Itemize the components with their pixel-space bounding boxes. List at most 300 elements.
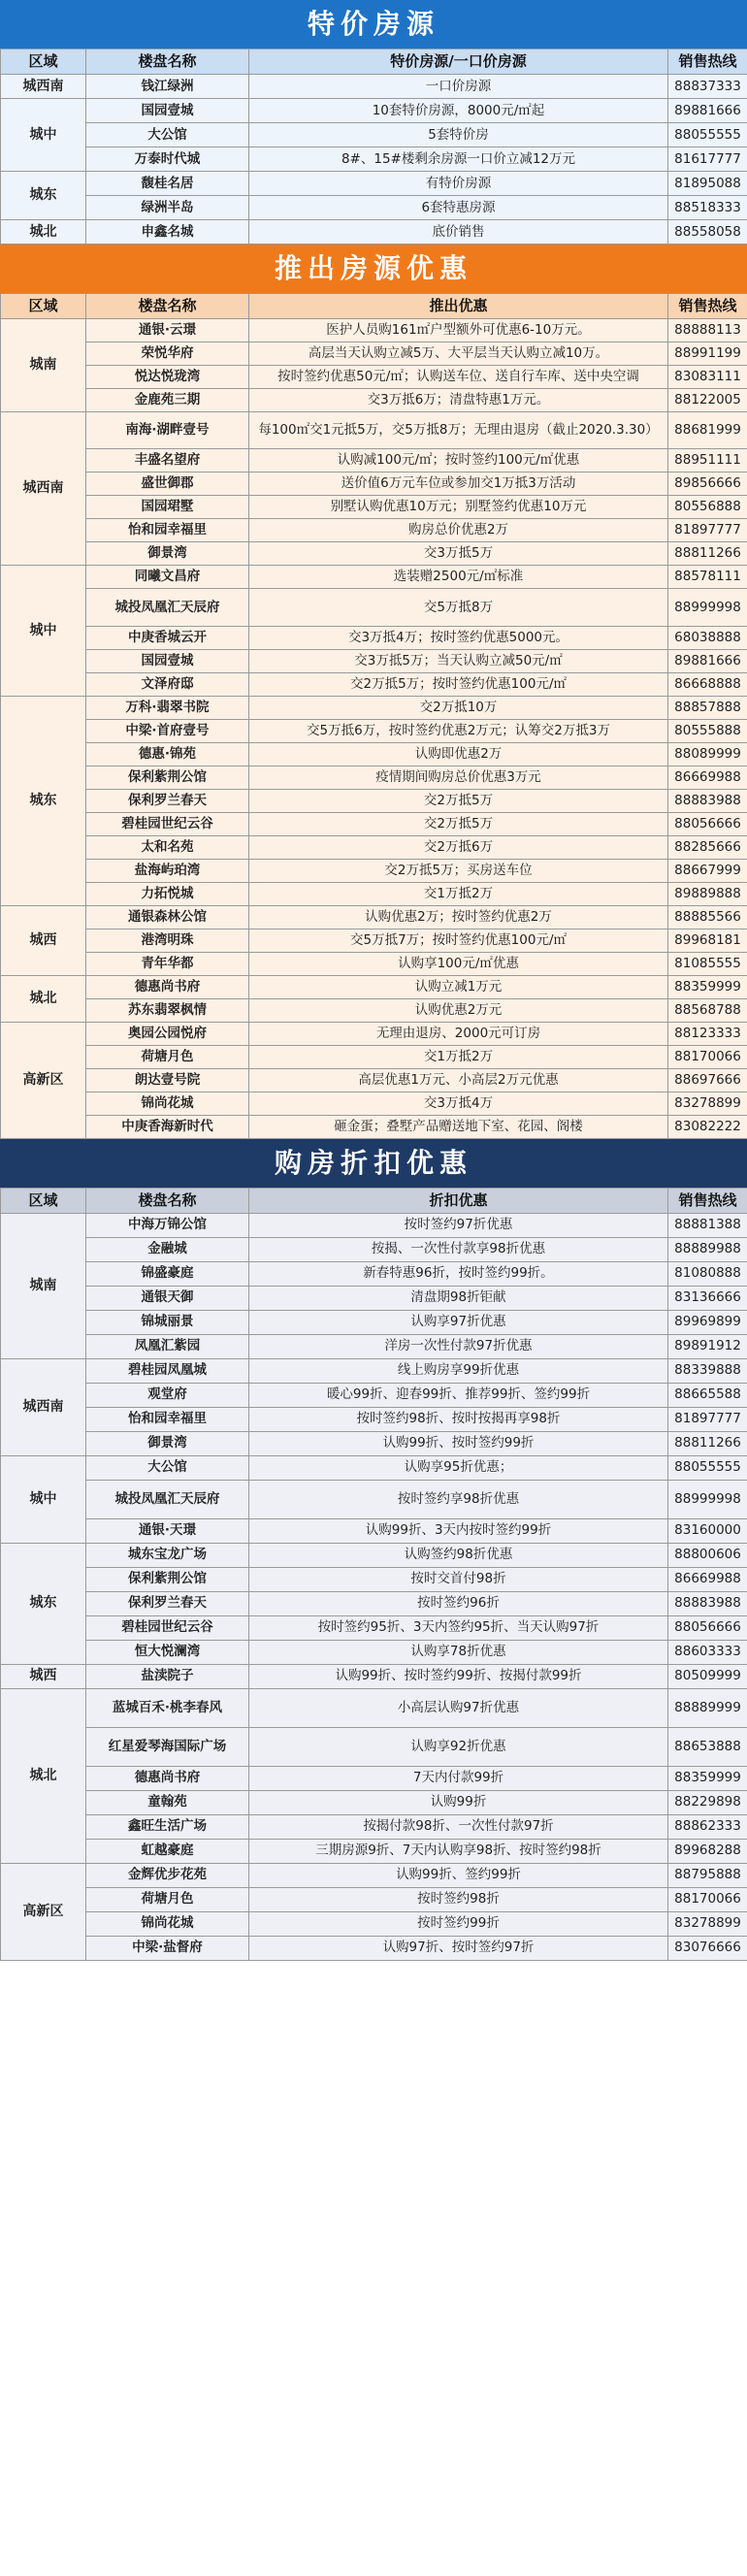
district-cell: 城西 xyxy=(1,905,86,975)
offer-detail-cell: 交3万抵4万 xyxy=(249,1092,668,1115)
offer-detail-cell: 交2万抵10万 xyxy=(249,696,668,719)
hotline-cell: 88999998 xyxy=(668,1480,747,1518)
project-name-cell: 盐海屿珀湾 xyxy=(86,859,249,882)
hotline-cell: 88359999 xyxy=(668,1766,747,1790)
district-cell: 城西 xyxy=(1,1664,86,1688)
hotline-cell: 88951111 xyxy=(668,449,747,473)
col-header-hotline: 销售热线 xyxy=(668,1188,747,1213)
table-row xyxy=(1,1839,747,1863)
hotline-cell: 86669988 xyxy=(668,766,747,789)
table-row xyxy=(1,998,747,1022)
col-header-detail: 折扣优惠 xyxy=(249,1188,668,1213)
project-name-cell: 金融城 xyxy=(86,1237,249,1261)
table-row xyxy=(1,1334,747,1358)
table-row xyxy=(1,75,747,99)
offer-detail-cell: 6套特惠房源 xyxy=(249,196,668,220)
project-name-cell: 通银·云璟 xyxy=(86,319,249,342)
table-row xyxy=(1,319,747,342)
project-name-cell: 国园壹城 xyxy=(86,649,249,672)
offer-detail-cell: 按时签约98折 xyxy=(249,1887,668,1911)
project-name-cell: 通银天御 xyxy=(86,1286,249,1310)
offer-detail-cell: 认购优惠2万元 xyxy=(249,998,668,1022)
project-name-cell: 国园珺墅 xyxy=(86,496,249,519)
project-name-cell: 奥园公园悦府 xyxy=(86,1022,249,1045)
offer-detail-cell: 认购立减1万元 xyxy=(249,975,668,998)
table-row xyxy=(1,1518,747,1543)
hotline-cell: 88888113 xyxy=(668,319,747,342)
offer-detail-cell: 认购即优惠2万 xyxy=(249,742,668,766)
project-name-cell: 保利紫荆公馆 xyxy=(86,766,249,789)
hotline-cell: 89891912 xyxy=(668,1334,747,1358)
project-name-cell: 丰盛名望府 xyxy=(86,449,249,473)
project-name-cell: 申鑫名城 xyxy=(86,220,249,245)
hotline-cell: 83278899 xyxy=(668,1911,747,1936)
hotline-cell: 88603333 xyxy=(668,1640,747,1664)
table-row xyxy=(1,649,747,672)
offer-detail-cell: 按揭付款98折、一次性付款97折 xyxy=(249,1814,668,1839)
hotline-cell: 88811266 xyxy=(668,542,747,566)
hotline-cell: 88883988 xyxy=(668,1591,747,1615)
table-row xyxy=(1,342,747,366)
table-row xyxy=(1,123,747,147)
hotline-cell: 88558058 xyxy=(668,220,747,245)
col-header-project: 楼盘名称 xyxy=(86,294,249,319)
table-row xyxy=(1,1068,747,1092)
table-row xyxy=(1,99,747,123)
district-cell: 城西南 xyxy=(1,1358,86,1455)
hotline-cell: 88518333 xyxy=(668,196,747,220)
col-header-detail: 推出优惠 xyxy=(249,294,668,319)
table-row xyxy=(1,1887,747,1911)
hotline-cell: 88881388 xyxy=(668,1213,747,1237)
table-row xyxy=(1,696,747,719)
hotline-cell: 88123333 xyxy=(668,1022,747,1045)
offer-detail-cell: 交3万抵6万；清盘特惠1万元。 xyxy=(249,389,668,412)
district-cell: 城中 xyxy=(1,566,86,696)
table-row xyxy=(1,1358,747,1383)
hotline-cell: 88056666 xyxy=(668,812,747,835)
offer-detail-cell: 7天内付款99折 xyxy=(249,1766,668,1790)
offer-detail-cell: 送价值6万元车位或参加交1万抵3万活动 xyxy=(249,473,668,496)
project-name-cell: 碧桂园世纪云谷 xyxy=(86,812,249,835)
table-row xyxy=(1,412,747,449)
project-name-cell: 保利紫荆公馆 xyxy=(86,1567,249,1591)
offer-detail-cell: 医护人员购161㎡户型额外可优惠6-10万元。 xyxy=(249,319,668,342)
offer-detail-cell: 按时签约享98折优惠 xyxy=(249,1480,668,1518)
project-name-cell: 通银·天璟 xyxy=(86,1518,249,1543)
table-row xyxy=(1,1688,747,1727)
project-name-cell: 盛世御郡 xyxy=(86,473,249,496)
offer-detail-cell: 交1万抵2万 xyxy=(249,882,668,905)
table-row xyxy=(1,196,747,220)
project-name-cell: 通银森林公馆 xyxy=(86,905,249,929)
project-name-cell: 恒大悦澜湾 xyxy=(86,1640,249,1664)
hotline-cell: 80509999 xyxy=(668,1664,747,1688)
project-name-cell: 万泰时代城 xyxy=(86,147,249,172)
section-title: 购房折扣优惠 xyxy=(0,1139,747,1188)
offer-detail-cell: 认购签约98折优惠 xyxy=(249,1543,668,1567)
offer-detail-cell: 暖心99折、迎春99折、推荐99折、签约99折 xyxy=(249,1383,668,1407)
project-name-cell: 锦尚花城 xyxy=(86,1911,249,1936)
offer-detail-cell: 10套特价房源，8000元/㎡起 xyxy=(249,99,668,123)
offer-detail-cell: 交3万抵5万 xyxy=(249,542,668,566)
project-name-cell: 中庚香海新时代 xyxy=(86,1115,249,1138)
project-name-cell: 中庚香城云开 xyxy=(86,626,249,649)
district-cell: 城东 xyxy=(1,172,86,220)
table-row xyxy=(1,172,747,196)
offer-detail-cell: 认购97折、按时签约97折 xyxy=(249,1936,668,1960)
project-name-cell: 中梁·首府壹号 xyxy=(86,719,249,742)
project-name-cell: 荷塘月色 xyxy=(86,1045,249,1068)
project-name-cell: 大公馆 xyxy=(86,1455,249,1480)
offer-detail-cell: 交1万抵2万 xyxy=(249,1045,668,1068)
hotline-cell: 81895088 xyxy=(668,172,747,196)
hotline-cell: 88889988 xyxy=(668,1237,747,1261)
hotline-cell: 83136666 xyxy=(668,1286,747,1310)
hotline-cell: 89881666 xyxy=(668,99,747,123)
table-row xyxy=(1,1213,747,1237)
offer-detail-cell: 有特价房源 xyxy=(249,172,668,196)
project-name-cell: 德惠尚书府 xyxy=(86,1766,249,1790)
offer-detail-cell: 认购享78折优惠 xyxy=(249,1640,668,1664)
table-row xyxy=(1,1237,747,1261)
hotline-cell: 88999998 xyxy=(668,589,747,626)
hotline-cell: 81897777 xyxy=(668,1407,747,1431)
hotline-cell: 88056666 xyxy=(668,1615,747,1640)
hotline-cell: 88857888 xyxy=(668,696,747,719)
district-cell: 城东 xyxy=(1,696,86,905)
district-cell: 高新区 xyxy=(1,1022,86,1138)
hotline-cell: 88885566 xyxy=(668,905,747,929)
project-name-cell: 观堂府 xyxy=(86,1383,249,1407)
offer-detail-cell: 按时签约97折优惠 xyxy=(249,1213,668,1237)
hotline-cell: 81080888 xyxy=(668,1261,747,1286)
hotline-cell: 89889888 xyxy=(668,882,747,905)
hotline-cell: 88578111 xyxy=(668,566,747,589)
offer-detail-cell: 认购减100元/㎡；按时签约100元/㎡优惠 xyxy=(249,449,668,473)
offer-detail-cell: 疫情期间购房总价优惠3万元 xyxy=(249,766,668,789)
project-name-cell: 城投凤凰汇天辰府 xyxy=(86,1480,249,1518)
hotline-cell: 88568788 xyxy=(668,998,747,1022)
project-name-cell: 锦城丽景 xyxy=(86,1310,249,1334)
hotline-cell: 88665588 xyxy=(668,1383,747,1407)
offer-detail-cell: 按揭、一次性付款享98折优惠 xyxy=(249,1237,668,1261)
table-row xyxy=(1,366,747,389)
table-row xyxy=(1,742,747,766)
project-name-cell: 蓝城百禾·桃李春风 xyxy=(86,1688,249,1727)
offer-detail-cell: 交2万抵6万 xyxy=(249,835,668,859)
district-cell: 城中 xyxy=(1,1455,86,1543)
project-name-cell: 保利罗兰春天 xyxy=(86,789,249,812)
offer-detail-cell: 别墅认购优惠10万元；别墅签约优惠10万元 xyxy=(249,496,668,519)
district-cell: 城南 xyxy=(1,1213,86,1358)
table-row xyxy=(1,1863,747,1887)
offer-detail-cell: 交2万抵5万；买房送车位 xyxy=(249,859,668,882)
hotline-cell: 81617777 xyxy=(668,147,747,172)
table-row xyxy=(1,1543,747,1567)
col-header-district: 区域 xyxy=(1,294,86,319)
offer-detail-cell: 交3万抵5万；当天认购立减50元/㎡ xyxy=(249,649,668,672)
project-name-cell: 同曦文昌府 xyxy=(86,566,249,589)
offer-detail-cell: 砸金蛋；叠墅产品赠送地下室、花园、阁楼 xyxy=(249,1115,668,1138)
table-row xyxy=(1,859,747,882)
project-name-cell: 德惠尚书府 xyxy=(86,975,249,998)
project-name-cell: 御景湾 xyxy=(86,1431,249,1455)
hotline-cell: 88122005 xyxy=(668,389,747,412)
table-row xyxy=(1,1640,747,1664)
offer-detail-cell: 高层优惠1万元、小高层2万元优惠 xyxy=(249,1068,668,1092)
section-table xyxy=(0,1188,747,1961)
hotline-cell: 83083111 xyxy=(668,366,747,389)
hotline-cell: 83278899 xyxy=(668,1092,747,1115)
hotline-cell: 83076666 xyxy=(668,1936,747,1960)
project-name-cell: 大公馆 xyxy=(86,123,249,147)
table-row xyxy=(1,1286,747,1310)
table-row xyxy=(1,1092,747,1115)
table-row xyxy=(1,952,747,975)
table-row xyxy=(1,1936,747,1960)
offer-detail-cell: 每100㎡交1元抵5万，交5万抵8万；无理由退房（截止2020.3.30） xyxy=(249,412,668,449)
hotline-cell: 68038888 xyxy=(668,626,747,649)
hotline-cell: 89968181 xyxy=(668,929,747,952)
table-row xyxy=(1,1310,747,1334)
hotline-cell: 83082222 xyxy=(668,1115,747,1138)
offer-detail-cell: 无理由退房、2000元可订房 xyxy=(249,1022,668,1045)
table-row xyxy=(1,1727,747,1766)
col-header-district: 区域 xyxy=(1,49,86,75)
hotline-cell: 88800606 xyxy=(668,1543,747,1567)
project-name-cell: 城东宝龙广场 xyxy=(86,1543,249,1567)
header-row xyxy=(1,49,747,75)
table-row xyxy=(1,1664,747,1688)
district-cell: 城西南 xyxy=(1,75,86,99)
table-row xyxy=(1,589,747,626)
district-cell: 城南 xyxy=(1,319,86,412)
header-row xyxy=(1,294,747,319)
offer-detail-cell: 清盘期98折钜献 xyxy=(249,1286,668,1310)
hotline-cell: 88991199 xyxy=(668,342,747,366)
offer-detail-cell: 认购99折 xyxy=(249,1790,668,1814)
table-row xyxy=(1,1431,747,1455)
project-name-cell: 御景湾 xyxy=(86,542,249,566)
table-row xyxy=(1,1567,747,1591)
offer-detail-cell: 线上购房享99折优惠 xyxy=(249,1358,668,1383)
offer-detail-cell: 认购享97折优惠 xyxy=(249,1310,668,1334)
col-header-hotline: 销售热线 xyxy=(668,294,747,319)
project-name-cell: 碧桂园世纪云谷 xyxy=(86,1615,249,1640)
hotline-cell: 88811266 xyxy=(668,1431,747,1455)
project-name-cell: 苏东翡翠枫情 xyxy=(86,998,249,1022)
hotline-cell: 88089999 xyxy=(668,742,747,766)
table-row xyxy=(1,882,747,905)
offer-detail-cell: 交5万抵8万 xyxy=(249,589,668,626)
project-name-cell: 太和名苑 xyxy=(86,835,249,859)
table-row xyxy=(1,1261,747,1286)
hotline-cell: 81897777 xyxy=(668,519,747,542)
project-name-cell: 南海·湖畔壹号 xyxy=(86,412,249,449)
district-cell: 高新区 xyxy=(1,1863,86,1960)
col-header-project: 楼盘名称 xyxy=(86,1188,249,1213)
project-name-cell: 中海万锦公馆 xyxy=(86,1213,249,1237)
offer-detail-cell: 小高层认购97折优惠 xyxy=(249,1688,668,1727)
project-name-cell: 怡和园幸福里 xyxy=(86,1407,249,1431)
offer-detail-cell: 按时签约99折 xyxy=(249,1911,668,1936)
hotline-cell: 88795888 xyxy=(668,1863,747,1887)
table-row xyxy=(1,975,747,998)
project-name-cell: 万科·翡翠书院 xyxy=(86,696,249,719)
project-name-cell: 保利罗兰春天 xyxy=(86,1591,249,1615)
table-row xyxy=(1,812,747,835)
table-row xyxy=(1,1911,747,1936)
col-header-detail: 特价房源/一口价房源 xyxy=(249,49,668,75)
table-row xyxy=(1,1480,747,1518)
district-cell: 城北 xyxy=(1,975,86,1022)
project-name-cell: 凤凰汇紫园 xyxy=(86,1334,249,1358)
hotline-cell: 89856666 xyxy=(668,473,747,496)
col-header-district: 区域 xyxy=(1,1188,86,1213)
table-row xyxy=(1,147,747,172)
hotline-cell: 88862333 xyxy=(668,1814,747,1839)
offer-detail-cell: 认购99折、3天内按时签约99折 xyxy=(249,1518,668,1543)
hotline-cell: 88339888 xyxy=(668,1358,747,1383)
project-name-cell: 童翰苑 xyxy=(86,1790,249,1814)
hotline-cell: 89968288 xyxy=(668,1839,747,1863)
offer-detail-cell: 交5万抵7万；按时签约优惠100元/㎡ xyxy=(249,929,668,952)
table-row xyxy=(1,1615,747,1640)
hotline-cell: 88170066 xyxy=(668,1887,747,1911)
hotline-cell: 88229898 xyxy=(668,1790,747,1814)
district-cell: 城北 xyxy=(1,1688,86,1863)
hotline-cell: 88359999 xyxy=(668,975,747,998)
offer-detail-cell: 认购享100元/㎡优惠 xyxy=(249,952,668,975)
offer-detail-cell: 高层当天认购立减5万、大平层当天认购立减10万。 xyxy=(249,342,668,366)
hotline-cell: 88055555 xyxy=(668,1455,747,1480)
project-name-cell: 红星爱琴海国际广场 xyxy=(86,1727,249,1766)
offer-detail-cell: 按时签约95折、3天内签约95折、当天认购97折 xyxy=(249,1615,668,1640)
col-header-hotline: 销售热线 xyxy=(668,49,747,75)
project-name-cell: 文泽府邸 xyxy=(86,672,249,696)
table-row xyxy=(1,473,747,496)
offer-detail-cell: 5套特价房 xyxy=(249,123,668,147)
offer-detail-cell: 认购99折、签约99折 xyxy=(249,1863,668,1887)
table-row xyxy=(1,672,747,696)
table-row xyxy=(1,905,747,929)
offer-detail-cell: 三期房源9折、7天内认购享98折、按时签约98折 xyxy=(249,1839,668,1863)
project-name-cell: 中梁·盐督府 xyxy=(86,1936,249,1960)
table-row xyxy=(1,389,747,412)
project-name-cell: 碧桂园凤凰城 xyxy=(86,1358,249,1383)
offer-detail-cell: 购房总价优惠2万 xyxy=(249,519,668,542)
offer-detail-cell: 交2万抵5万；按时签约优惠100元/㎡ xyxy=(249,672,668,696)
project-name-cell: 荣悦华府 xyxy=(86,342,249,366)
project-name-cell: 青年华都 xyxy=(86,952,249,975)
project-name-cell: 港湾明珠 xyxy=(86,929,249,952)
hotline-cell: 88889999 xyxy=(668,1688,747,1727)
district-cell: 城中 xyxy=(1,99,86,172)
offer-detail-cell: 8#、15#楼剩余房源一口价立减12万元 xyxy=(249,147,668,172)
table-row xyxy=(1,1407,747,1431)
table-row xyxy=(1,929,747,952)
project-name-cell: 锦尚花城 xyxy=(86,1092,249,1115)
hotline-cell: 89969899 xyxy=(668,1310,747,1334)
table-row xyxy=(1,1115,747,1138)
section-title: 推出房源优惠 xyxy=(0,245,747,293)
hotline-cell: 80556888 xyxy=(668,496,747,519)
hotline-cell: 88285666 xyxy=(668,835,747,859)
offer-detail-cell: 新春特惠96折，按时签约99折。 xyxy=(249,1261,668,1286)
table-row xyxy=(1,519,747,542)
offer-detail-cell: 按时签约98折、按时按揭再享98折 xyxy=(249,1407,668,1431)
header-row xyxy=(1,1188,747,1213)
table-row xyxy=(1,1766,747,1790)
hotline-cell: 83160000 xyxy=(668,1518,747,1543)
offer-detail-cell: 认购99折、按时签约99折、按揭付款99折 xyxy=(249,1664,668,1688)
project-name-cell: 悦达悦珑湾 xyxy=(86,366,249,389)
offer-detail-cell: 认购优惠2万；按时签约优惠2万 xyxy=(249,905,668,929)
table-row xyxy=(1,542,747,566)
table-row xyxy=(1,766,747,789)
district-cell: 城西南 xyxy=(1,412,86,566)
offer-detail-cell: 认购99折、按时签约99折 xyxy=(249,1431,668,1455)
project-name-cell: 金鹿苑三期 xyxy=(86,389,249,412)
project-name-cell: 钱江绿洲 xyxy=(86,75,249,99)
table-row xyxy=(1,1045,747,1068)
hotline-cell: 81085555 xyxy=(668,952,747,975)
project-name-cell: 馥桂名居 xyxy=(86,172,249,196)
offer-detail-cell: 按时交首付98折 xyxy=(249,1567,668,1591)
project-name-cell: 荷塘月色 xyxy=(86,1887,249,1911)
project-name-cell: 绿洲半岛 xyxy=(86,196,249,220)
project-name-cell: 德惠·锦苑 xyxy=(86,742,249,766)
table-row xyxy=(1,220,747,245)
offer-detail-cell: 交2万抵5万 xyxy=(249,812,668,835)
district-cell: 城北 xyxy=(1,220,86,245)
offer-detail-cell: 洋房一次性付款97折优惠 xyxy=(249,1334,668,1358)
hotline-cell: 88653888 xyxy=(668,1727,747,1766)
project-name-cell: 力拓悦城 xyxy=(86,882,249,905)
table-row xyxy=(1,719,747,742)
project-name-cell: 盐渎院子 xyxy=(86,1664,249,1688)
hotline-cell: 88837333 xyxy=(668,75,747,99)
hotline-cell: 86668888 xyxy=(668,672,747,696)
hotline-cell: 88697666 xyxy=(668,1068,747,1092)
project-name-cell: 锦盛豪庭 xyxy=(86,1261,249,1286)
project-name-cell: 国园壹城 xyxy=(86,99,249,123)
project-name-cell: 虹越豪庭 xyxy=(86,1839,249,1863)
offer-detail-cell: 认购享95折优惠； xyxy=(249,1455,668,1480)
offer-detail-cell: 按时签约96折 xyxy=(249,1591,668,1615)
hotline-cell: 88883988 xyxy=(668,789,747,812)
offer-detail-cell: 认购享92折优惠 xyxy=(249,1727,668,1766)
table-row xyxy=(1,1383,747,1407)
section-table xyxy=(0,49,747,245)
district-cell: 城东 xyxy=(1,1543,86,1664)
offer-detail-cell: 按时签约优惠50元/㎡；认购送车位、送自行车库、送中央空调 xyxy=(249,366,668,389)
hotline-cell: 86669988 xyxy=(668,1567,747,1591)
project-name-cell: 城投凤凰汇天辰府 xyxy=(86,589,249,626)
project-name-cell: 怡和园幸福里 xyxy=(86,519,249,542)
table-row xyxy=(1,1814,747,1839)
table-row xyxy=(1,1455,747,1480)
table-row xyxy=(1,1591,747,1615)
table-row xyxy=(1,1022,747,1045)
table-row xyxy=(1,449,747,473)
hotline-cell: 89881666 xyxy=(668,649,747,672)
hotline-cell: 88667999 xyxy=(668,859,747,882)
table-row xyxy=(1,1790,747,1814)
section-title: 特价房源 xyxy=(0,0,747,49)
offer-detail-cell: 选装赠2500元/㎡标准 xyxy=(249,566,668,589)
